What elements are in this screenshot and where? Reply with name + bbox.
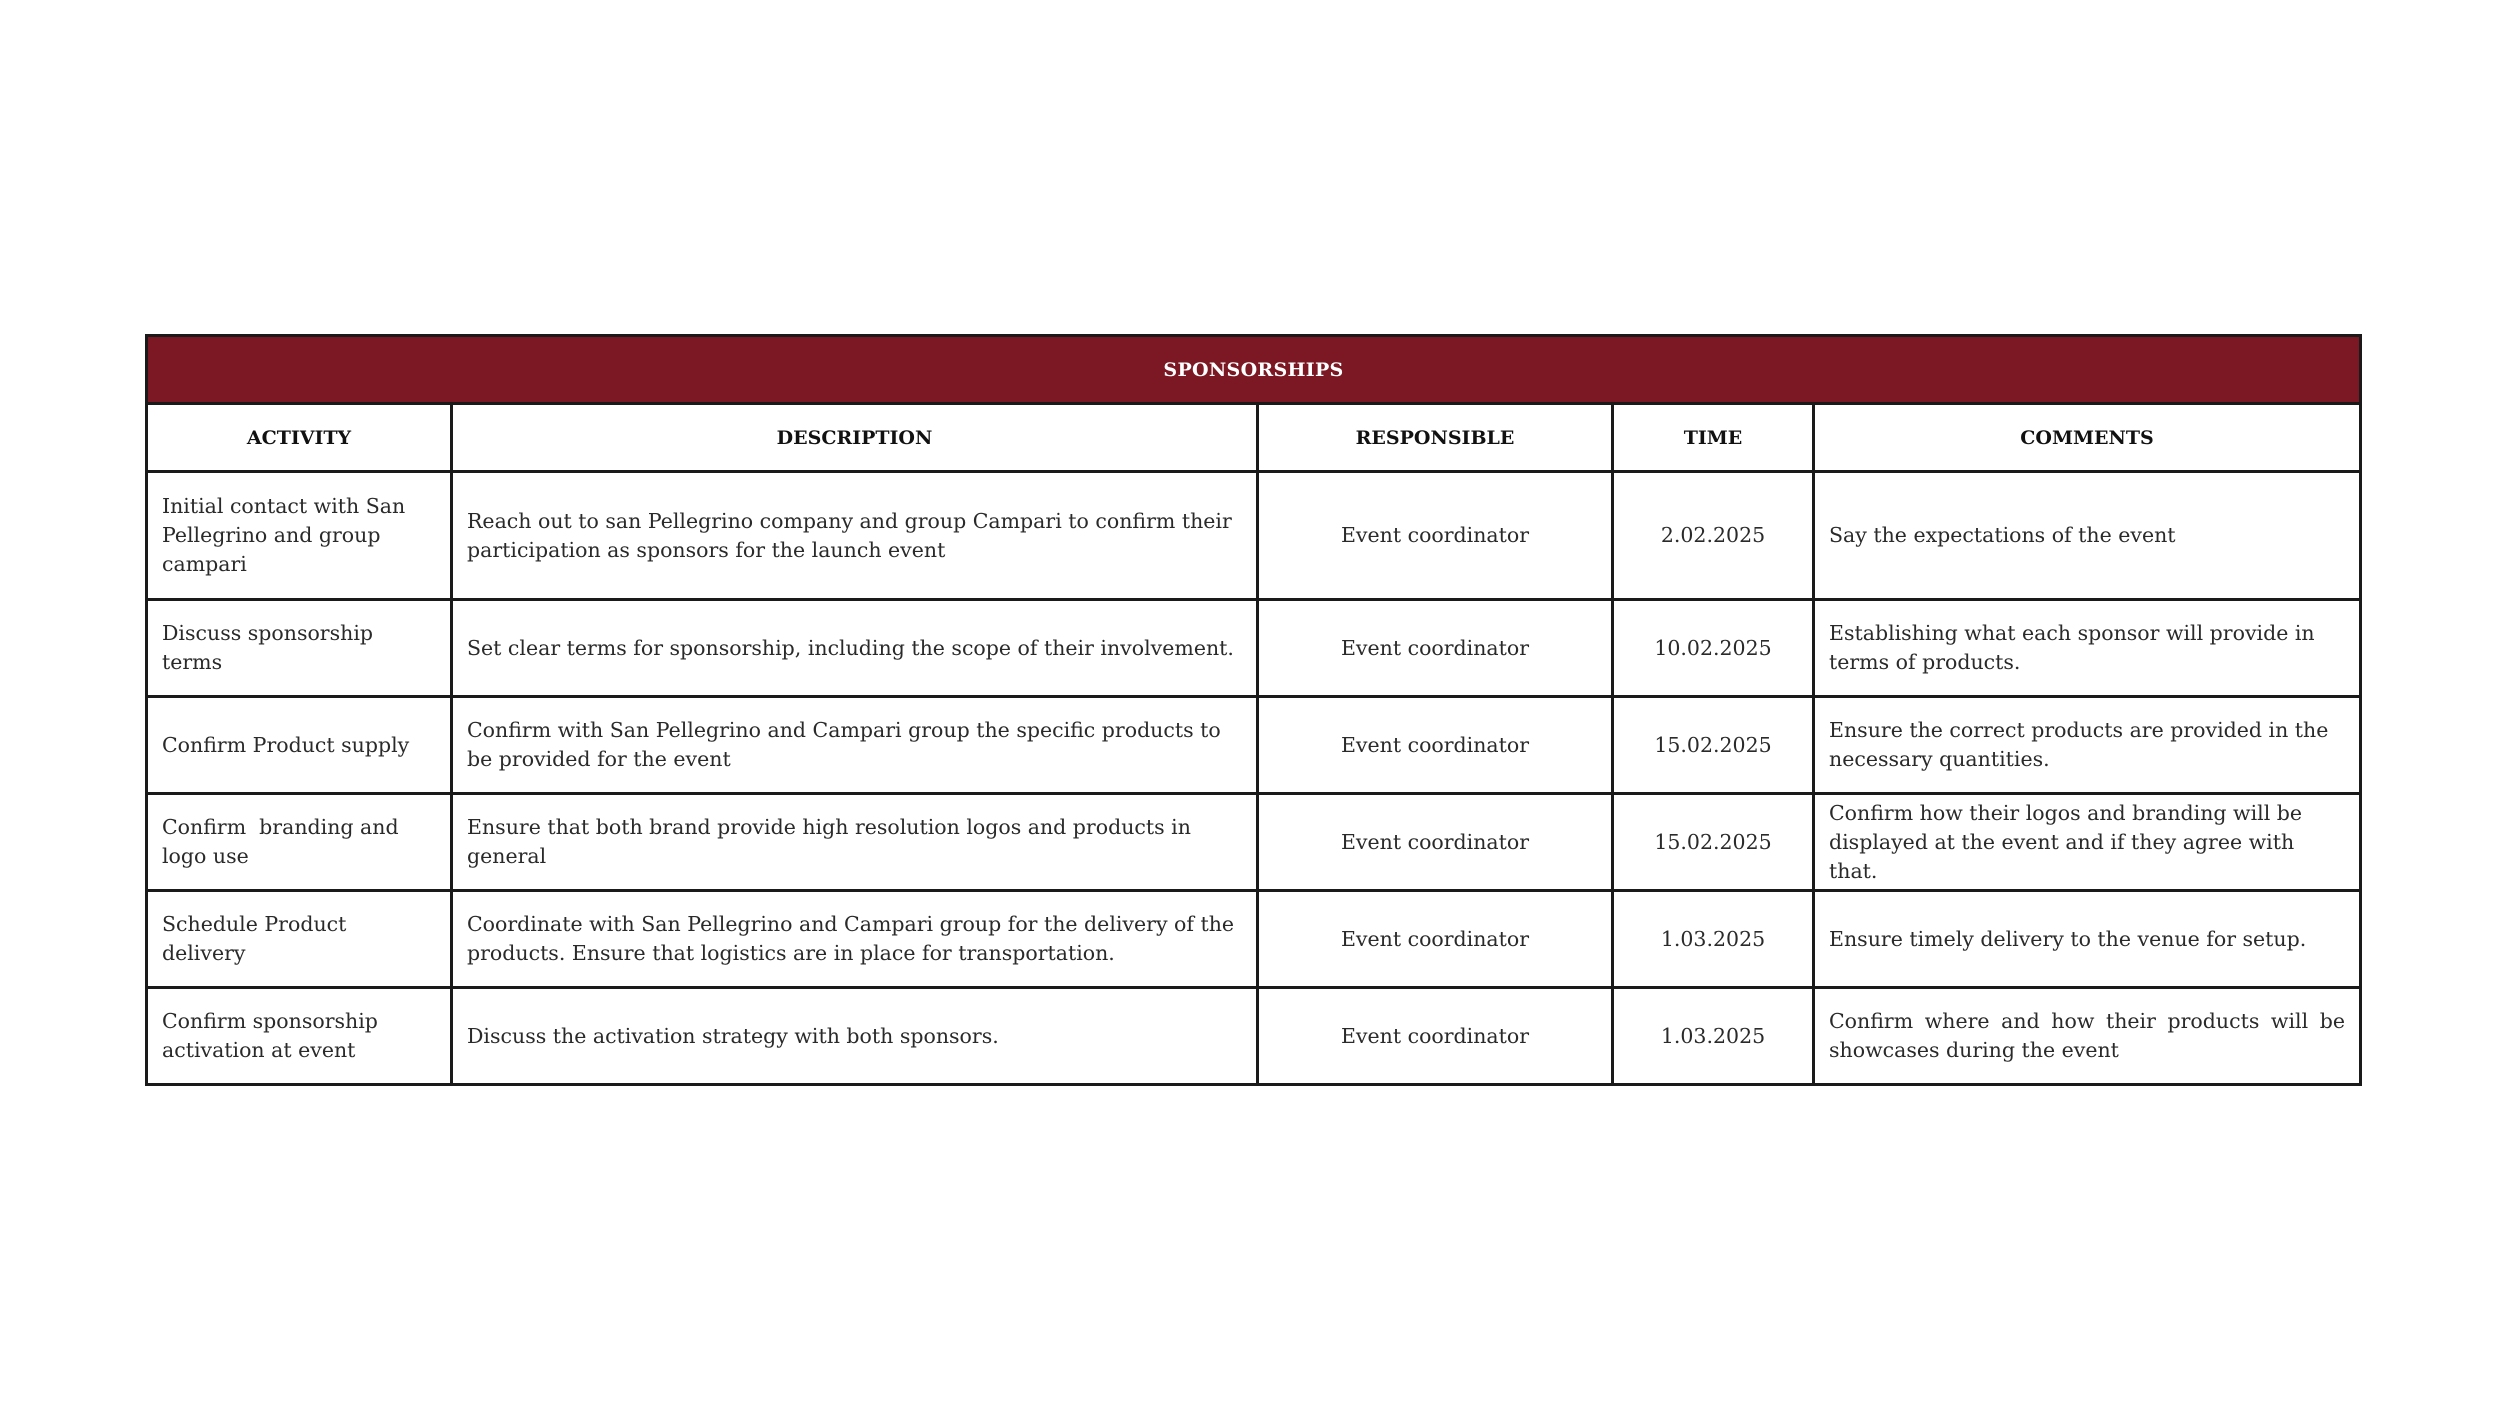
responsible-cell: Event coordinator [1258, 472, 1613, 600]
comments-cell: Ensure timely delivery to the venue for setup. [1814, 891, 2361, 988]
comments-cell: Confirm how their logos and branding will be displayed at the event and if they agree with that. [1814, 794, 2361, 891]
responsible-cell: Event coordinator [1258, 794, 1613, 891]
activity-cell: Initial contact with San Pellegrino and group campari [147, 472, 452, 600]
time-cell: 10.02.2025 [1613, 600, 1814, 697]
time-cell: 2.02.2025 [1613, 472, 1814, 600]
table-title: SPONSORSHIPS [147, 336, 2361, 404]
description-cell: Reach out to san Pellegrino company and group Campari to confirm their participation as sponsors for the launch event [452, 472, 1258, 600]
comments-cell: Ensure the correct products are provided in the necessary quantities. [1814, 697, 2361, 794]
description-cell: Set clear terms for sponsorship, including the scope of their involvement. [452, 600, 1258, 697]
description-cell: Ensure that both brand provide high resolution logos and products in general [452, 794, 1258, 891]
comments-cell: Say the expectations of the event [1814, 472, 2361, 600]
description-cell: Confirm with San Pellegrino and Campari group the specific products to be provided for the event [452, 697, 1258, 794]
table-row [147, 988, 2361, 1085]
table-row [147, 794, 2361, 891]
table-row [147, 600, 2361, 697]
column-header-description: DESCRIPTION [452, 404, 1258, 472]
activity-cell: Schedule Product delivery [147, 891, 452, 988]
table-row [147, 891, 2361, 988]
activity-cell: Confirm branding and logo use [147, 794, 452, 891]
description-cell: Discuss the activation strategy with both sponsors. [452, 988, 1258, 1085]
comments-cell: Confirm where and how their products will be showcases during the event [1814, 988, 2361, 1085]
table-header-row [147, 404, 2361, 472]
activity-cell: Discuss sponsorship terms [147, 600, 452, 697]
time-cell: 1.03.2025 [1613, 988, 1814, 1085]
table-row [147, 697, 2361, 794]
column-header-responsible: RESPONSIBLE [1258, 404, 1613, 472]
column-header-comments: COMMENTS [1814, 404, 2361, 472]
sponsorships-table-container [145, 334, 2359, 1086]
comments-cell: Establishing what each sponsor will provide in terms of products. [1814, 600, 2361, 697]
time-cell: 15.02.2025 [1613, 794, 1814, 891]
responsible-cell: Event coordinator [1258, 697, 1613, 794]
activity-cell: Confirm Product supply [147, 697, 452, 794]
sponsorships-table [145, 334, 2362, 1086]
table-row [147, 472, 2361, 600]
column-header-activity: ACTIVITY [147, 404, 452, 472]
column-header-time: TIME [1613, 404, 1814, 472]
responsible-cell: Event coordinator [1258, 988, 1613, 1085]
description-cell: Coordinate with San Pellegrino and Campari group for the delivery of the products. Ensure that logistics are in place for transportation. [452, 891, 1258, 988]
time-cell: 1.03.2025 [1613, 891, 1814, 988]
time-cell: 15.02.2025 [1613, 697, 1814, 794]
responsible-cell: Event coordinator [1258, 891, 1613, 988]
responsible-cell: Event coordinator [1258, 600, 1613, 697]
table-title-row [147, 336, 2361, 404]
activity-cell: Confirm sponsorship activation at event [147, 988, 452, 1085]
